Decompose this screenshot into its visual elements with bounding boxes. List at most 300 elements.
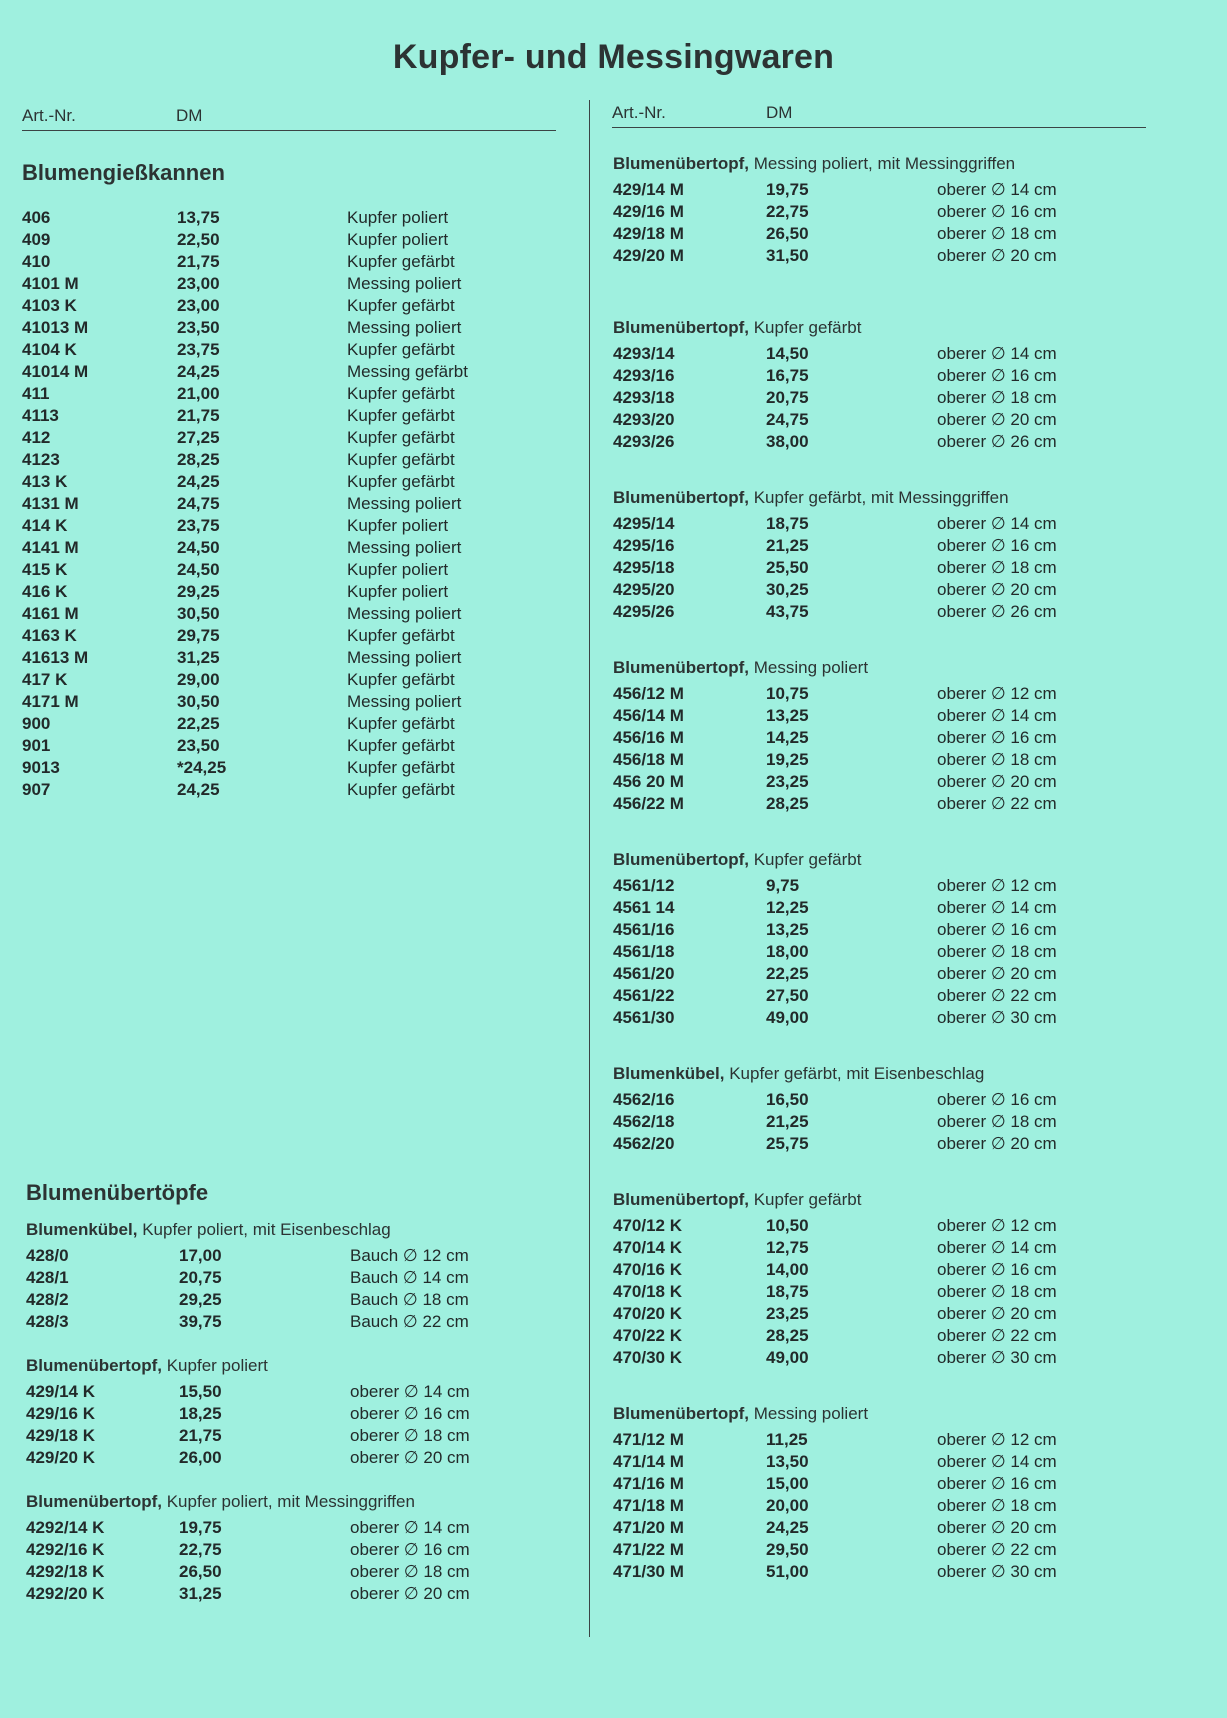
group-title-rest: Kupfer poliert, mit Messinggriffen [162, 1492, 415, 1511]
price-dm: 30,25 [766, 580, 809, 599]
price-dm: 22,50 [177, 230, 220, 249]
table-row [22, 780, 455, 802]
article-number: 414 K [22, 516, 68, 535]
table-row [22, 670, 455, 692]
price-dm: 21,75 [179, 1426, 222, 1445]
item-description: Kupfer gefärbt [347, 406, 455, 425]
article-number: 456/18 M [613, 750, 684, 769]
price-table [26, 1246, 469, 1334]
table-row [22, 428, 455, 450]
item-description: Kupfer poliert [347, 230, 449, 249]
price-table [26, 1382, 470, 1470]
price-dm: 19,25 [766, 750, 809, 769]
table-row [22, 252, 455, 274]
item-description: oberer ∅ 18 cm [937, 1496, 1057, 1515]
price-dm: 16,75 [766, 366, 809, 385]
price-dm: 19,75 [179, 1518, 222, 1537]
article-number: 4293/18 [613, 388, 675, 407]
article-number: 417 K [22, 670, 68, 689]
table-row [613, 898, 1057, 920]
table-row [22, 648, 462, 670]
price-dm: 22,75 [766, 202, 809, 221]
price-dm: 38,00 [766, 432, 809, 451]
price-table [613, 876, 1057, 1030]
item-description: oberer ∅ 14 cm [937, 514, 1057, 533]
article-number: 4295/16 [613, 536, 675, 555]
table-row [613, 1304, 1057, 1326]
article-number: 471/12 M [613, 1430, 684, 1449]
left-dm-header: DM [176, 106, 203, 125]
group-title [613, 1190, 1015, 1210]
group-title [613, 850, 1015, 870]
price-dm: 23,75 [177, 340, 220, 359]
item-description: oberer ∅ 14 cm [937, 1238, 1057, 1257]
table-row [22, 274, 462, 296]
article-number: 470/18 K [613, 1282, 682, 1301]
price-dm: 14,25 [766, 728, 809, 747]
item-description: oberer ∅ 12 cm [937, 684, 1057, 703]
price-dm: 25,75 [766, 1134, 809, 1153]
article-number: 411 [22, 384, 50, 403]
group-title-bold: Blumenübertopf, [613, 488, 749, 507]
article-number: 4171 M [22, 692, 79, 711]
table-row [26, 1312, 469, 1334]
table-row [613, 246, 1057, 268]
article-number: 429/20 M [613, 246, 684, 265]
table-row [613, 876, 1057, 898]
product-group [613, 488, 1057, 624]
table-row [613, 684, 1057, 706]
item-description: Messing poliert [347, 494, 462, 513]
article-number: 900 [22, 714, 51, 733]
group-title-rest: Kupfer poliert [162, 1356, 268, 1375]
article-number: 901 [22, 736, 51, 755]
price-dm: 21,25 [766, 1112, 809, 1131]
group-title-bold: Blumenübertopf, [613, 318, 749, 337]
article-number: 4562/20 [613, 1134, 675, 1153]
price-dm: 22,75 [179, 1540, 222, 1559]
group-title [26, 1492, 415, 1512]
price-dm: 29,25 [179, 1290, 222, 1309]
product-group [613, 154, 1057, 268]
article-number: 4293/26 [613, 432, 675, 451]
group-title-rest: Kupfer poliert, mit Eisenbeschlag [137, 1220, 391, 1239]
item-description: Bauch ∅ 14 cm [350, 1268, 469, 1287]
item-description: oberer ∅ 20 cm [937, 772, 1057, 791]
price-dm: 13,50 [766, 1452, 809, 1471]
article-number: 409 [22, 230, 51, 249]
item-description: oberer ∅ 16 cm [937, 202, 1057, 221]
item-description: oberer ∅ 18 cm [350, 1562, 470, 1581]
table-row [613, 986, 1057, 1008]
price-dm: 12,25 [766, 898, 809, 917]
table-row [22, 296, 455, 318]
article-number: 415 K [22, 560, 68, 579]
item-description: oberer ∅ 18 cm [937, 1112, 1057, 1131]
item-description: Messing poliert [347, 318, 462, 337]
item-description: oberer ∅ 14 cm [937, 706, 1057, 725]
article-number: 4561/18 [613, 942, 675, 961]
price-dm: 26,50 [179, 1562, 222, 1581]
table-row [613, 1518, 1057, 1540]
article-number: 4292/14 K [26, 1518, 105, 1537]
table-row [613, 432, 1057, 454]
table-row [26, 1404, 470, 1426]
article-number: 410 [22, 252, 51, 271]
price-dm: 21,75 [177, 406, 220, 425]
price-table [613, 684, 1057, 816]
article-number: 4292/18 K [26, 1562, 105, 1581]
group-title [613, 1404, 1015, 1424]
table-row [22, 736, 455, 758]
item-description: oberer ∅ 18 cm [937, 224, 1057, 243]
table-row [613, 1238, 1057, 1260]
table-row [22, 560, 449, 582]
group-title-rest: Messing poliert [749, 658, 869, 677]
group-title-rest: Kupfer gefärbt, mit Eisenbeschlag [724, 1064, 985, 1083]
table-row [22, 318, 462, 340]
table-row [22, 450, 455, 472]
price-dm: 29,50 [766, 1540, 809, 1559]
item-description: Kupfer gefärbt [347, 428, 455, 447]
table-row [613, 794, 1057, 816]
item-description: oberer ∅ 14 cm [937, 180, 1057, 199]
item-description: Kupfer gefärbt [347, 714, 455, 733]
article-number: 428/0 [26, 1246, 69, 1265]
table-row [613, 1540, 1057, 1562]
group-title-bold: Blumenübertopf, [26, 1356, 162, 1375]
item-description: Kupfer gefärbt [347, 450, 455, 469]
article-number: 4161 M [22, 604, 79, 623]
item-description: Kupfer gefärbt [347, 296, 455, 315]
article-number: 907 [22, 780, 51, 799]
item-description: oberer ∅ 20 cm [937, 246, 1057, 265]
item-description: oberer ∅ 16 cm [937, 728, 1057, 747]
group-title [613, 488, 1015, 508]
price-dm: 21,00 [177, 384, 220, 403]
article-number: 471/22 M [613, 1540, 684, 1559]
table-row [22, 406, 455, 428]
table-row [613, 772, 1057, 794]
product-group [613, 318, 1057, 454]
article-number: 456/16 M [613, 728, 684, 747]
price-dm: 10,75 [766, 684, 809, 703]
table-row [613, 964, 1057, 986]
table-row [613, 1090, 1057, 1112]
item-description: Kupfer poliert [347, 582, 449, 601]
table-row [613, 602, 1057, 624]
item-description: oberer ∅ 20 cm [350, 1584, 470, 1603]
table-row [613, 1260, 1057, 1282]
item-description: oberer ∅ 30 cm [937, 1348, 1057, 1367]
price-dm: 12,75 [766, 1238, 809, 1257]
article-number: 4293/20 [613, 410, 675, 429]
price-dm: 24,50 [177, 538, 220, 557]
item-description: oberer ∅ 20 cm [937, 1304, 1057, 1323]
right-dm-header: DM [766, 103, 793, 122]
price-dm: 31,50 [766, 246, 809, 265]
price-dm: 18,75 [766, 514, 809, 533]
price-dm: 24,25 [177, 472, 220, 491]
item-description: oberer ∅ 16 cm [937, 536, 1057, 555]
item-description: oberer ∅ 18 cm [937, 1282, 1057, 1301]
table-row [613, 920, 1057, 942]
group-title-rest: Kupfer gefärbt, mit Messinggriffen [749, 488, 1009, 507]
item-description: oberer ∅ 16 cm [937, 1474, 1057, 1493]
item-description: oberer ∅ 20 cm [937, 964, 1057, 983]
table-row [613, 1430, 1057, 1452]
item-description: Kupfer gefärbt [347, 252, 455, 271]
price-dm: 23,00 [177, 274, 220, 293]
article-number: 4561/20 [613, 964, 675, 983]
item-description: oberer ∅ 18 cm [937, 750, 1057, 769]
article-number: 416 K [22, 582, 68, 601]
column-divider [589, 100, 590, 1637]
price-dm: 28,25 [766, 1326, 809, 1345]
price-dm: 39,75 [179, 1312, 222, 1331]
price-dm: 31,25 [179, 1584, 222, 1603]
product-group [613, 1404, 1057, 1584]
item-description: Messing poliert [347, 274, 462, 293]
item-description: oberer ∅ 22 cm [937, 1326, 1057, 1345]
article-number: 4561/16 [613, 920, 675, 939]
article-number: 4141 M [22, 538, 79, 557]
table-row [26, 1268, 469, 1290]
price-dm: 26,00 [179, 1448, 222, 1467]
table-row [26, 1562, 470, 1584]
price-dm: 23,50 [177, 318, 220, 337]
item-description: oberer ∅ 20 cm [937, 410, 1057, 429]
article-number: 4113 [22, 406, 59, 425]
article-number: 429/16 M [613, 202, 684, 221]
item-description: Messing poliert [347, 648, 462, 667]
product-group [613, 850, 1057, 1030]
item-description: Kupfer poliert [347, 516, 449, 535]
table-row [26, 1584, 470, 1606]
price-dm: 9,75 [766, 876, 800, 895]
article-number: 4103 K [22, 296, 77, 315]
price-table [22, 208, 468, 802]
item-description: Kupfer gefärbt [347, 472, 455, 491]
table-row [22, 472, 455, 494]
price-table [613, 1216, 1057, 1370]
article-number: 4163 K [22, 626, 77, 645]
item-description: Kupfer gefärbt [347, 340, 455, 359]
price-dm: 29,75 [177, 626, 220, 645]
table-row [613, 180, 1057, 202]
price-dm: 14,50 [766, 344, 809, 363]
product-group [26, 1356, 470, 1470]
product-group [613, 1064, 1057, 1156]
table-row [22, 626, 455, 648]
section-title: Blumenübertöpfe [26, 1180, 209, 1205]
item-description: oberer ∅ 22 cm [937, 794, 1057, 813]
price-dm: 10,50 [766, 1216, 809, 1235]
table-row [613, 1282, 1057, 1304]
table-row [22, 362, 468, 384]
article-number: 428/2 [26, 1290, 69, 1309]
item-description: oberer ∅ 22 cm [937, 1540, 1057, 1559]
item-description: oberer ∅ 26 cm [937, 432, 1057, 451]
item-description: oberer ∅ 30 cm [937, 1562, 1057, 1581]
item-description: Kupfer gefärbt [347, 670, 455, 689]
price-dm: *24,25 [177, 758, 227, 777]
price-dm: 11,25 [766, 1430, 808, 1449]
article-number: 470/16 K [613, 1260, 682, 1279]
table-row [613, 750, 1057, 772]
table-row [26, 1290, 469, 1312]
item-description: oberer ∅ 20 cm [937, 1518, 1057, 1537]
article-number: 4561 14 [613, 898, 675, 917]
article-number: 412 [22, 428, 51, 447]
table-row [613, 1348, 1057, 1370]
price-dm: 13,75 [177, 208, 220, 227]
article-number: 4293/14 [613, 344, 675, 363]
price-dm: 21,75 [177, 252, 220, 271]
item-description: oberer ∅ 16 cm [937, 920, 1057, 939]
table-row [26, 1246, 469, 1268]
article-number: 4295/18 [613, 558, 675, 577]
table-row [26, 1518, 470, 1540]
article-number: 41014 M [22, 362, 89, 381]
table-row [613, 558, 1057, 580]
article-number: 470/30 K [613, 1348, 682, 1367]
article-number: 456 20 M [613, 772, 684, 791]
group-title [26, 1356, 415, 1376]
table-row [22, 604, 462, 626]
price-dm: 24,25 [177, 362, 220, 381]
article-number: 471/16 M [613, 1474, 684, 1493]
group-title-rest: Kupfer gefärbt [749, 1190, 862, 1209]
table-row [26, 1426, 470, 1448]
table-row [22, 208, 449, 230]
price-dm: 29,00 [177, 670, 220, 689]
price-dm: 24,25 [766, 1518, 809, 1537]
section-blumenuebertoepfe [26, 1180, 470, 1628]
table-row [613, 706, 1057, 728]
article-number: 406 [22, 208, 51, 227]
group-title-bold: Blumenübertopf, [26, 1492, 162, 1511]
article-number: 429/14 M [613, 180, 684, 199]
article-number: 4295/14 [613, 514, 675, 533]
table-row [613, 1452, 1057, 1474]
group-title-bold: Blumenkübel, [613, 1064, 725, 1083]
table-row [26, 1382, 470, 1404]
table-row [613, 1562, 1057, 1584]
article-number: 4292/16 K [26, 1540, 105, 1559]
table-row [613, 942, 1057, 964]
item-description: oberer ∅ 16 cm [937, 1260, 1057, 1279]
price-dm: 18,75 [766, 1282, 809, 1301]
item-description: oberer ∅ 14 cm [937, 898, 1057, 917]
item-description: Messing poliert [347, 692, 462, 711]
left-header-rule [22, 130, 556, 131]
article-number: 429/18 M [613, 224, 684, 243]
article-number: 429/18 K [26, 1426, 95, 1445]
price-dm: 24,75 [177, 494, 220, 513]
table-row [613, 202, 1057, 224]
article-number: 41013 M [22, 318, 89, 337]
right-art-header: Art.-Nr. [612, 103, 666, 122]
article-number: 471/14 M [613, 1452, 684, 1471]
group-title-bold: Blumenübertopf, [613, 1190, 749, 1209]
table-row [613, 410, 1057, 432]
price-dm: 24,50 [177, 560, 220, 579]
price-dm: 15,50 [179, 1382, 222, 1401]
product-group [613, 1190, 1057, 1370]
article-number: 429/14 K [26, 1382, 95, 1401]
price-dm: 27,50 [766, 986, 809, 1005]
item-description: oberer ∅ 16 cm [937, 366, 1057, 385]
group-title-bold: Blumenübertopf, [613, 1404, 749, 1423]
article-number: 4101 M [22, 274, 79, 293]
article-number: 470/12 K [613, 1216, 682, 1235]
article-number: 4295/26 [613, 602, 675, 621]
price-table [613, 344, 1057, 454]
price-dm: 31,25 [177, 648, 220, 667]
item-description: Bauch ∅ 22 cm [350, 1312, 469, 1331]
article-number: 428/1 [26, 1268, 69, 1287]
item-description: Messing gefärbt [347, 362, 468, 381]
article-number: 4561/22 [613, 986, 675, 1005]
item-description: oberer ∅ 12 cm [937, 1216, 1057, 1235]
price-table [26, 1518, 470, 1606]
table-row [613, 1134, 1057, 1156]
item-description: oberer ∅ 18 cm [350, 1426, 470, 1445]
section-title: Blumengießkannen [22, 160, 225, 185]
table-row [613, 388, 1057, 410]
item-description: oberer ∅ 14 cm [937, 1452, 1057, 1471]
price-table [613, 1090, 1057, 1156]
price-dm: 16,50 [766, 1090, 809, 1109]
item-description: oberer ∅ 12 cm [937, 1430, 1057, 1449]
table-row [613, 536, 1057, 558]
table-row [22, 714, 455, 736]
table-row [613, 224, 1057, 246]
table-row [22, 758, 455, 780]
price-dm: 21,25 [766, 536, 809, 555]
table-row [22, 384, 455, 406]
price-dm: 49,00 [766, 1008, 809, 1027]
article-number: 428/3 [26, 1312, 69, 1331]
table-row [22, 340, 455, 362]
article-number: 4562/16 [613, 1090, 675, 1109]
group-title-bold: Blumenübertopf, [613, 154, 749, 173]
price-dm: 17,00 [179, 1246, 222, 1265]
article-number: 429/16 K [26, 1404, 95, 1423]
price-dm: 24,75 [766, 410, 809, 429]
price-dm: 22,25 [177, 714, 220, 733]
article-number: 4123 [22, 450, 60, 469]
table-row [613, 344, 1057, 366]
table-row [613, 1008, 1057, 1030]
price-dm: 23,50 [177, 736, 220, 755]
table-row [22, 582, 449, 604]
product-group [26, 1220, 469, 1334]
article-number: 4104 K [22, 340, 77, 359]
article-number: 9013 [22, 758, 60, 777]
item-description: oberer ∅ 14 cm [937, 344, 1057, 363]
article-number: 413 K [22, 472, 68, 491]
price-dm: 19,75 [766, 180, 809, 199]
group-title [613, 658, 1015, 678]
group-title-rest: Kupfer gefärbt [749, 318, 862, 337]
table-row [613, 728, 1057, 750]
price-table [613, 514, 1057, 624]
price-dm: 28,25 [766, 794, 809, 813]
price-dm: 29,25 [177, 582, 220, 601]
item-description: Kupfer gefärbt [347, 758, 455, 777]
